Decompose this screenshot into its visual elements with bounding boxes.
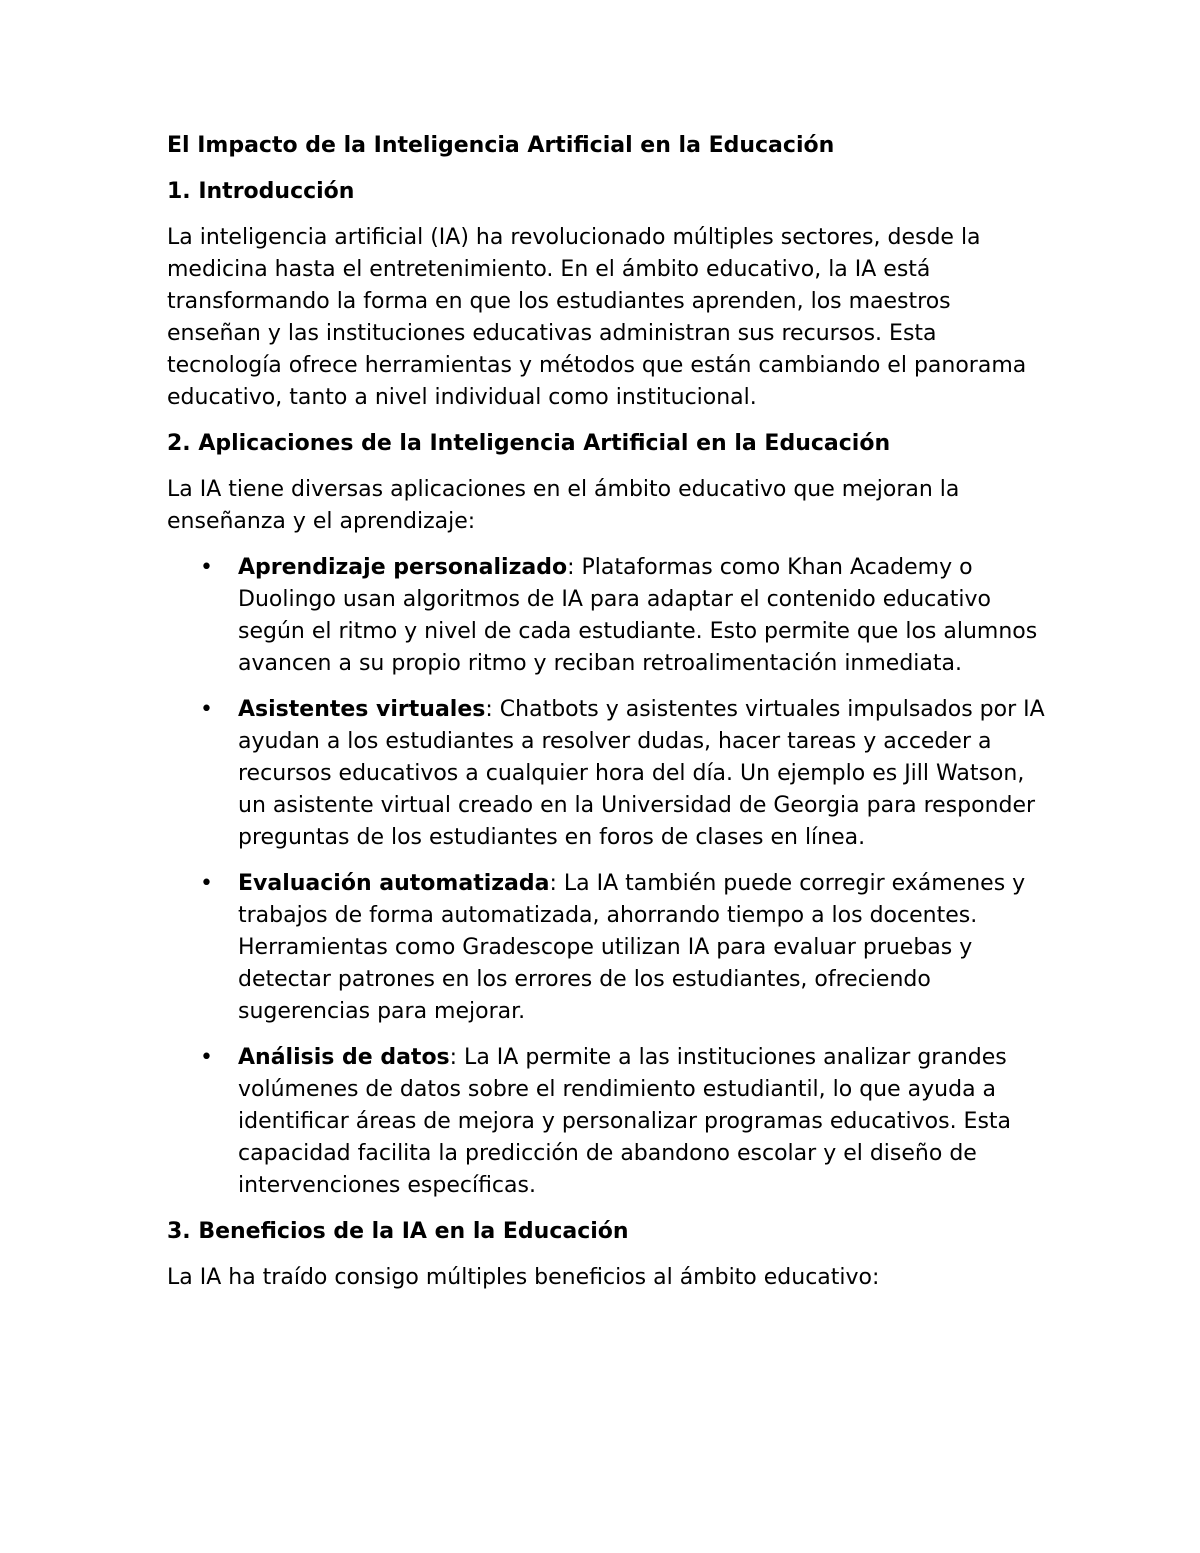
bullet-text: : Chatbots y asistentes virtuales impulsados por IA ayudan a los estudiantes a resolver dudas, hacer tareas y acceder a recursos educativos a cualquier hora del día. Un ejemplo es Jill Watson, un asistente virtual creado en la Universidad de Georgia para responder preguntas de los estudiantes en foros de clases en línea. [238, 697, 1045, 850]
section-heading-aplicaciones: 2. Aplicaciones de la Inteligencia Artificial en la Educación [167, 431, 891, 456]
bullet-text: : Plataformas como Khan Academy o Duolingo usan algoritmos de IA para adaptar el contenido educativo según el ritmo y nivel de cada estudiante. Esto permite que los alumnos avancen a su propio ritmo y reciban retroalimentación inmediata. [238, 555, 1038, 676]
bullet-text: : La IA permite a las instituciones analizar grandes volúmenes de datos sobre el rendimiento estudiantil, lo que ayuda a identificar áreas de mejora y personalizar programas educativos. Esta capacidad facilita la predicción de abandono escolar y el diseño de intervenciones específicas. [238, 1045, 1012, 1198]
bullet-icon: • [200, 1045, 213, 1070]
bullet-list-aplicaciones [167, 552, 1047, 1202]
bullet-term: Aprendizaje personalizado [238, 555, 568, 580]
paragraph-beneficios-intro: La IA ha traído consigo múltiples beneficios al ámbito educativo: [167, 1265, 880, 1290]
bullet-term: Asistentes virtuales [238, 697, 486, 722]
section-heading-beneficios: 3. Beneficios de la IA en la Educación [167, 1219, 629, 1244]
paragraph-aplicaciones-intro: La IA tiene diversas aplicaciones en el ámbito educativo que mejoran la enseñanza y el aprendizaje: [167, 477, 960, 534]
document-page [167, 130, 1047, 1308]
bullet-term: Análisis de datos [238, 1045, 450, 1070]
list-item [167, 694, 1047, 854]
bullet-icon: • [200, 697, 213, 722]
bullet-icon: • [200, 555, 213, 580]
bullet-text: : La IA también puede corregir exámenes y trabajos de forma automatizada, ahorrando tiempo a los docentes. Herramientas como Gradescope utilizan IA para evaluar pruebas y detectar patrones en los errores de los estudiantes, ofreciendo sugerencias para mejorar. [238, 871, 1026, 1024]
paragraph-introduccion: La inteligencia artificial (IA) ha revolucionado múltiples sectores, desde la medicina hasta el entretenimiento. En el ámbito educativo, la IA está transformando la forma en que los estudiantes aprenden, los maestros enseñan y las instituciones educativas administran sus recursos. Esta tecnología ofrece herramientas y métodos que están cambiando el panorama educativo, tanto a nivel individual como institucional. [167, 225, 1027, 410]
list-item [167, 1042, 1047, 1202]
bullet-icon: • [200, 871, 213, 896]
section-heading-introduccion: 1. Introducción [167, 179, 355, 204]
list-item [167, 868, 1047, 1028]
bullet-term: Evaluación automatizada [238, 871, 550, 896]
document-title: El Impacto de la Inteligencia Artificial en la Educación [167, 133, 835, 158]
list-item [167, 552, 1047, 680]
